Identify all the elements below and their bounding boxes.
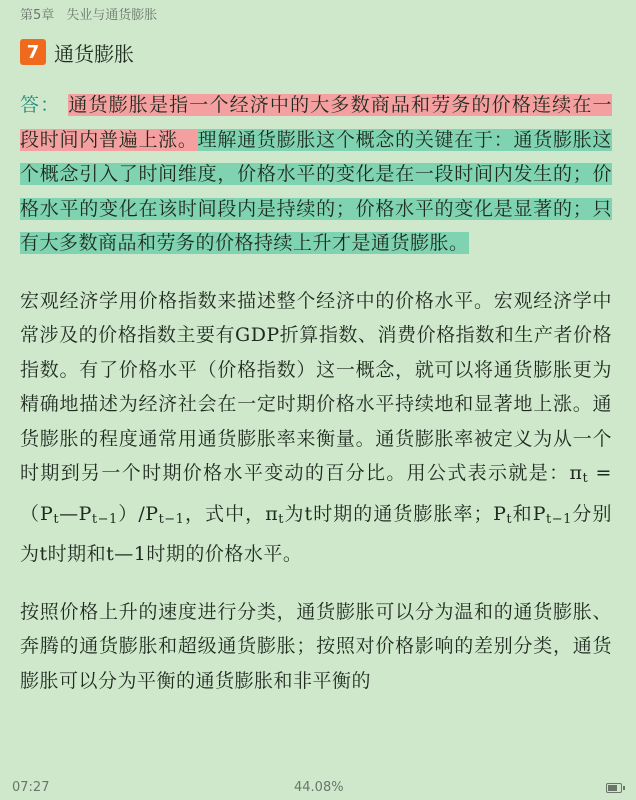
reader-footer: [0, 778, 636, 800]
p-symbol: P: [493, 502, 507, 525]
highlight-red[interactable]: 通货膨胀是指一个经济中的大多数商品和劳务的价格连续在一段时间内普遍上涨。: [20, 94, 612, 151]
formula-close: ）/: [117, 502, 146, 525]
section-title: 通货膨胀: [54, 41, 134, 66]
pi-symbol: π: [569, 462, 583, 484]
battery-icon: [606, 783, 622, 793]
subscript-t: t: [278, 511, 284, 527]
section-heading: [20, 38, 134, 66]
reader-header: [20, 2, 157, 24]
paragraph-text: 按照价格上升的速度进行分类，通货膨胀可以分为温和的通货膨胀、奔腾的通货膨胀和超级通货膨胀；按照对价格影响的差别分类，通货膨胀可以分为平衡的通货膨胀和非平衡的: [20, 600, 612, 692]
subscript-t: t: [506, 511, 513, 527]
answer-label: 答：: [20, 94, 61, 116]
paragraph-text: 分别为t时期和t—1时期的价格水平。: [20, 502, 612, 565]
subscript-t: t: [53, 511, 60, 527]
p-symbol: P: [78, 502, 92, 525]
paragraph-text: 宏观经济学用价格指数来描述整个经济中的价格水平。宏观经济学中常涉及的价格指数主要有GDP折算指数、消费价格指数和生产者价格指数。有了价格水平（价格指数）这一概念，就可以将通货膨胀更为精确地描述为经济社会在一定时期价格水平持续地和显著地上涨。通货膨胀的程度通常用通货膨胀率来衡量。通货膨胀率被定义为从一个时期到另一个时期价格水平变动的百分比。用公式表示就是：: [20, 289, 612, 484]
p-symbol: P: [145, 502, 159, 525]
p-symbol: P: [40, 502, 54, 525]
reading-content[interactable]: [20, 88, 612, 698]
subscript-t-minus-1: t−1: [158, 511, 185, 527]
paragraph-classification[interactable]: [20, 595, 612, 699]
chapter-label: 第5章: [20, 7, 55, 23]
clock-time: 07:27: [12, 780, 50, 795]
paragraph-text: ，式中，: [184, 502, 266, 525]
formula-minus: —: [59, 502, 79, 525]
answer-paragraph[interactable]: [20, 88, 612, 261]
p-symbol: P: [532, 502, 546, 525]
paragraph-text: 为t时期的通货膨胀率；: [283, 502, 494, 525]
paragraph-text: 和: [512, 502, 533, 525]
subscript-t-minus-1: t−1: [545, 511, 572, 527]
highlight-green[interactable]: 理解通货膨胀这个概念的关键在于：通货膨胀这个概念引入了时间维度，价格水平的变化是在一段时间内发生的；价格水平的变化在该时间段内是持续的；价格水平的变化是显著的；只有大多数商品和劳务的价格持续上升才是通货膨胀。: [20, 128, 612, 254]
formula-eq: = （: [20, 462, 612, 525]
chapter-title: 失业与通货膨胀: [66, 7, 158, 23]
subscript-t-minus-1: t−1: [91, 511, 118, 527]
section-number-badge: 7: [20, 39, 46, 65]
pi-symbol: π: [265, 502, 279, 525]
paragraph-price-index[interactable]: [20, 284, 612, 572]
subscript-t: t: [582, 471, 589, 486]
reading-progress: 44.08%: [294, 780, 344, 795]
